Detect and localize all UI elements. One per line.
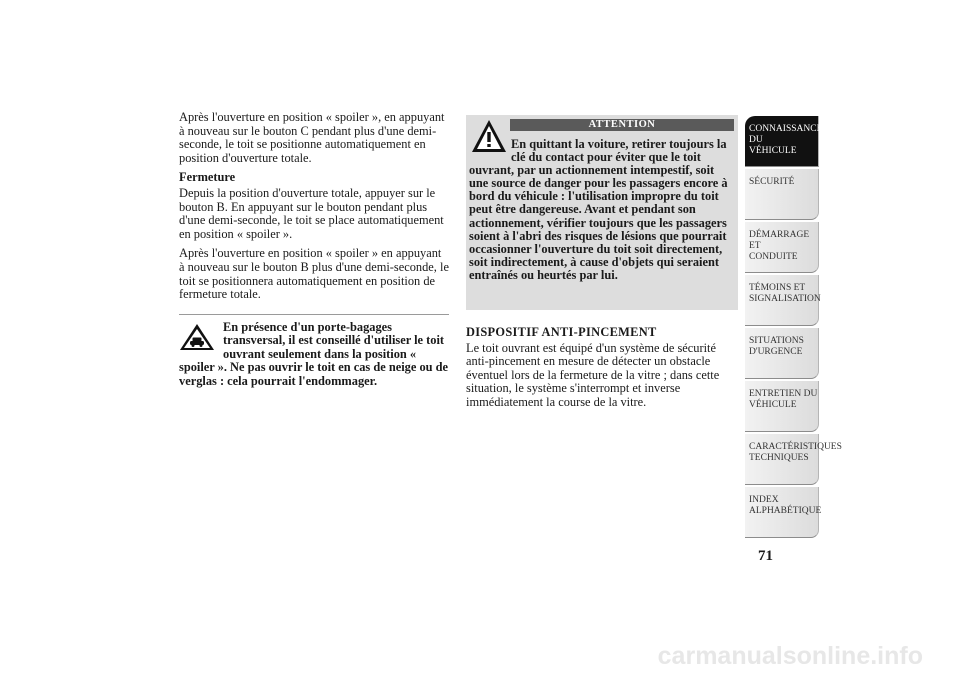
tab-connaissance-du-vehicule[interactable] (745, 116, 823, 167)
heading-fermeture: Fermeture (179, 170, 236, 185)
attention-label: ATTENTION (510, 119, 734, 131)
tab-index-alphabetique[interactable] (745, 487, 822, 538)
tab-label: CARACTÉRISTIQUES TECHNIQUES (749, 442, 842, 463)
paragraph-anti-pinch: Le toit ouvrant est équipé d'un système de sécurité anti-pincement en mesure de détecter un obstacle éventuel lors de la fermeture de la vitre ; dans cette situation, le système s'interrompt et inverse immédiatement la course de la vitre. (466, 340, 720, 409)
tab-label: TÉMOINS ET SIGNALISATION (749, 283, 821, 304)
tab-demarrage-et-conduite[interactable] (745, 222, 819, 273)
paragraph-spoiler-opening: Après l'ouverture en position « spoiler », en appuyant à nouveau sur le bouton C pendant plus d'une demi-seconde, le toit se positionne automatiquement en position d'ouverture totale. (179, 110, 445, 165)
tab-label: SÉCURITÉ (749, 177, 795, 187)
heading-anti-pinch: DISPOSITIF ANTI-PINCEMENT (466, 325, 657, 339)
caution-note (179, 314, 449, 388)
right-column (466, 326, 738, 416)
paragraph-closing-1: Depuis la position d'ouverture totale, appuyer sur le bouton B. En appuyant sur le bouton pendant plus d'une demi-seconde, le toit se place automatiquement en position « spoiler ». (179, 185, 444, 241)
tab-situations-durgence[interactable] (745, 328, 819, 379)
tab-temoins-et-signalisation[interactable] (745, 275, 819, 326)
attention-text: En quittant la voiture, retirer toujours la clé du contact pour éviter que le toit ouvrant, par un actionnement intempestif, soit une source de danger pour les passagers encore à bord du véhicule : l'utilisation impropre du toit peut être dangereuse. Avant et pendant son actionnement, vérifier toujours que les passagers soient à l'abri des risques de lésions que pourrait occasionner l'ouverture du toit soit directement, soit indirectement, à cause d'objets qui seraient entraînés ou heurtés par lui. (469, 137, 728, 282)
watermark-text: carmanualsonline.info (657, 642, 923, 670)
tab-securite[interactable] (745, 169, 819, 220)
tab-label: SITUATIONS D'URGENCE (749, 336, 804, 357)
tab-entretien-du-vehicule[interactable] (745, 381, 819, 432)
tab-caracteristiques-techniques[interactable] (745, 434, 842, 485)
divider (179, 314, 449, 315)
tab-label: DÉMARRAGE ET CONDUITE (749, 230, 810, 262)
tab-label: ENTRETIEN DU VÉHICULE (749, 389, 818, 410)
tab-label: INDEX ALPHABÉTIQUE (749, 495, 822, 516)
paragraph-closing-2: Après l'ouverture en position « spoiler » en appuyant à nouveau sur le bouton B plus d'une demi-seconde, le toit se positionnera automatiquement en position de fermeture totale. (179, 246, 449, 302)
left-column (179, 111, 449, 308)
tab-label: CONNAISSANCE DU VÉHICULE (749, 124, 823, 156)
page-number: 71 (758, 548, 773, 564)
car-roof-caution-icon (179, 323, 215, 351)
chapter-tabs (745, 116, 842, 540)
attention-text-container (469, 138, 735, 282)
attention-box (466, 115, 738, 310)
caution-text: En présence d'un porte-bagages transversal, il est conseillé d'utiliser le toit ouvrant seulement dans la position « spoiler ». Ne pas ouvrir le toit en cas de neige ou de verglas : cela pourrait l'endommager. (179, 320, 449, 388)
